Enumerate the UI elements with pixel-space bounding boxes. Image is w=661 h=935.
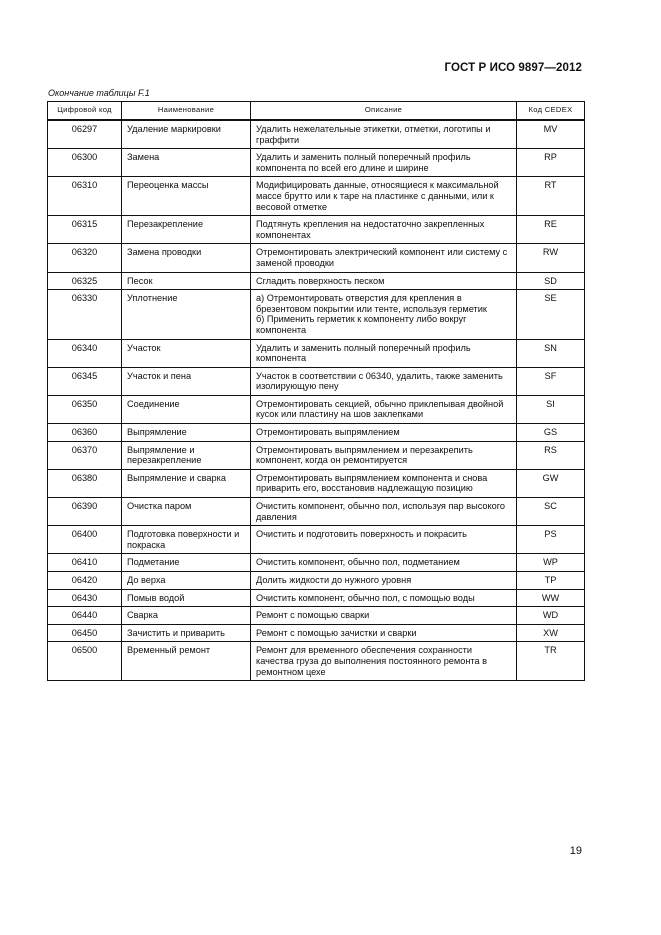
table-row (48, 149, 585, 177)
table-row (48, 244, 585, 272)
cell-description: Очистить и подготовить поверхность и покрасить (251, 526, 517, 554)
cell-cedex: SD (517, 272, 585, 290)
cell-code: 06380 (48, 469, 122, 497)
cell-name: Временный ремонт (122, 642, 251, 681)
cell-name: Песок (122, 272, 251, 290)
cell-cedex: SE (517, 290, 585, 339)
cell-description: Участок в соответствии с 06340, удалить, также заменить изолирующую пену (251, 367, 517, 395)
cell-code: 06350 (48, 395, 122, 423)
table-row (48, 216, 585, 244)
cell-description: Отремонтировать электрический компонент или систему с заменой проводки (251, 244, 517, 272)
cell-description: Удалить и заменить полный поперечный профиль компонента (251, 339, 517, 367)
cell-name: Выпрямление (122, 424, 251, 442)
cell-name: Очистка паром (122, 498, 251, 526)
cell-description: Долить жидкости до нужного уровня (251, 572, 517, 590)
table-caption: Окончание таблицы F.1 (48, 88, 150, 98)
table-row (48, 607, 585, 625)
cell-cedex: RP (517, 149, 585, 177)
table-row (48, 469, 585, 497)
cell-code: 06315 (48, 216, 122, 244)
cell-description: Очистить компонент, обычно пол, подметанием (251, 554, 517, 572)
cell-description: Ремонт для временного обеспечения сохранности качества груза до выполнения постоянного ремонта в ремонтном цехе (251, 642, 517, 681)
cell-name: Сварка (122, 607, 251, 625)
table-row (48, 290, 585, 339)
cell-cedex: SC (517, 498, 585, 526)
cell-description: Очистить компонент, обычно пол, используя пар высокого давления (251, 498, 517, 526)
cell-code: 06340 (48, 339, 122, 367)
cell-code: 06320 (48, 244, 122, 272)
table-row (48, 642, 585, 681)
cell-description: Отремонтировать выпрямлением (251, 424, 517, 442)
cell-name: Переоценка массы (122, 177, 251, 216)
table-row (48, 272, 585, 290)
cell-cedex: WP (517, 554, 585, 572)
cell-cedex: GS (517, 424, 585, 442)
cell-cedex: RE (517, 216, 585, 244)
cell-name: Подготовка поверхности и покраска (122, 526, 251, 554)
column-header-cedex: Код CEDEX (517, 102, 585, 121)
table-row (48, 367, 585, 395)
table-row (48, 177, 585, 216)
cell-cedex: SF (517, 367, 585, 395)
cell-cedex: TP (517, 572, 585, 590)
cell-name: До верха (122, 572, 251, 590)
cell-description: Очистить компонент, обычно пол, с помощью воды (251, 589, 517, 607)
cell-name: Выпрямление и сварка (122, 469, 251, 497)
cell-cedex: GW (517, 469, 585, 497)
cell-description: Удалить и заменить полный поперечный профиль компонента по всей его длине и ширине (251, 149, 517, 177)
cell-description: Отремонтировать выпрямлением и перезакрепить компонент, когда он ремонтируется (251, 441, 517, 469)
cell-cedex: WW (517, 589, 585, 607)
cell-name: Помыв водой (122, 589, 251, 607)
cell-name: Участок и пена (122, 367, 251, 395)
cell-name: Удаление маркировки (122, 120, 251, 149)
cell-code: 06297 (48, 120, 122, 149)
cell-cedex: SN (517, 339, 585, 367)
cell-cedex: TR (517, 642, 585, 681)
cell-code: 06500 (48, 642, 122, 681)
cell-name: Подметание (122, 554, 251, 572)
cell-code: 06300 (48, 149, 122, 177)
cell-cedex: XW (517, 624, 585, 642)
repair-codes-table (47, 101, 585, 681)
cell-code: 06370 (48, 441, 122, 469)
cell-code: 06400 (48, 526, 122, 554)
cell-code: 06420 (48, 572, 122, 590)
column-header-name: Наименование (122, 102, 251, 121)
cell-description: а) Отремонтировать отверстия для крепления в брезентовом покрытии или тенте, используя герметик б) Применить герметик к компоненту либо вокруг компонента (251, 290, 517, 339)
cell-code: 06390 (48, 498, 122, 526)
cell-code: 06360 (48, 424, 122, 442)
cell-description: Отремонтировать выпрямлением компонента и снова приварить его, восстановив надлежащую позицию (251, 469, 517, 497)
cell-description: Ремонт с помощью зачистки и сварки (251, 624, 517, 642)
cell-code: 06410 (48, 554, 122, 572)
cell-description: Удалить нежелательные этикетки, отметки, логотипы и граффити (251, 120, 517, 149)
document-standard-header: ГОСТ Р ИСО 9897—2012 (444, 62, 582, 74)
table-header-row (48, 102, 585, 121)
cell-cedex: MV (517, 120, 585, 149)
cell-cedex: WD (517, 607, 585, 625)
page-number: 19 (569, 845, 582, 857)
cell-code: 06440 (48, 607, 122, 625)
cell-name: Соединение (122, 395, 251, 423)
cell-name: Перезакрепление (122, 216, 251, 244)
table-row (48, 395, 585, 423)
table-row (48, 526, 585, 554)
cell-code: 06310 (48, 177, 122, 216)
cell-cedex: RW (517, 244, 585, 272)
cell-cedex: SI (517, 395, 585, 423)
cell-description: Отремонтировать секцией, обычно приклепывая двойной кусок или пластину на шов заклепками (251, 395, 517, 423)
table-row (48, 498, 585, 526)
cell-name: Замена (122, 149, 251, 177)
table-row (48, 624, 585, 642)
cell-name: Замена проводки (122, 244, 251, 272)
column-header-description: Описание (251, 102, 517, 121)
cell-description: Ремонт с помощью сварки (251, 607, 517, 625)
cell-code: 06450 (48, 624, 122, 642)
cell-name: Уплотнение (122, 290, 251, 339)
table-row (48, 554, 585, 572)
cell-code: 06325 (48, 272, 122, 290)
table-row (48, 572, 585, 590)
cell-description: Сгладить поверхность песком (251, 272, 517, 290)
table-row (48, 339, 585, 367)
cell-name: Участок (122, 339, 251, 367)
table-row (48, 441, 585, 469)
table-row (48, 589, 585, 607)
cell-cedex: RT (517, 177, 585, 216)
cell-cedex: RS (517, 441, 585, 469)
cell-name: Зачистить и приварить (122, 624, 251, 642)
cell-description: Модифицировать данные, относящиеся к максимальной массе брутто или к таре на пластинке с данными, или к весовой отметке (251, 177, 517, 216)
cell-description: Подтянуть крепления на недостаточно закрепленных компонентах (251, 216, 517, 244)
cell-code: 06345 (48, 367, 122, 395)
cell-name: Выпрямление и перезакрепление (122, 441, 251, 469)
cell-cedex: PS (517, 526, 585, 554)
table-row (48, 424, 585, 442)
column-header-code: Цифровой код (48, 102, 122, 121)
cell-code: 06430 (48, 589, 122, 607)
table-row (48, 120, 585, 149)
cell-code: 06330 (48, 290, 122, 339)
